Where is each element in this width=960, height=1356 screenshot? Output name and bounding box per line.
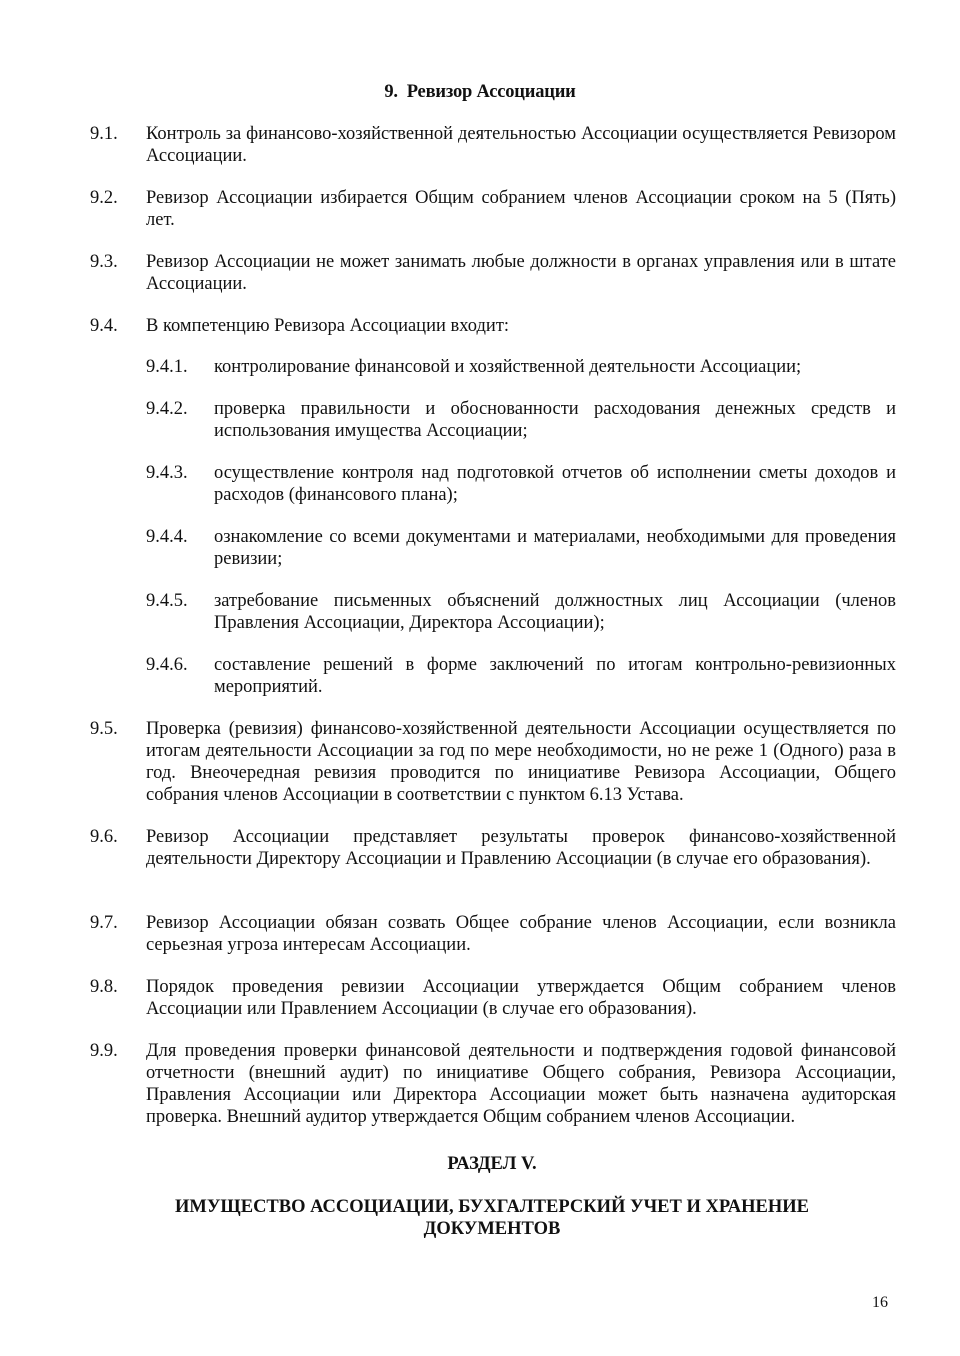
subclause-9-4-5 <box>146 590 896 634</box>
clause-number: 9.4. <box>90 316 118 336</box>
subclause-text: контролирование финансовой и хозяйственной деятельности Ассоциации; <box>214 357 802 377</box>
clause-9-6 <box>90 826 896 870</box>
clause-number: 9.5. <box>90 719 118 739</box>
subclause-9-4-1 <box>146 356 896 378</box>
clause-text: Ревизор Ассоциации представляет результаты проверок финансово-хозяйственной деятельности Директору Ассоциации и Правлению Ассоциации (в случае его образования). <box>146 827 896 869</box>
clause-number: 9.9. <box>90 1041 118 1061</box>
clause-9-5 <box>90 718 896 806</box>
clause-9-3 <box>90 251 896 295</box>
subclause-number: 9.4.6. <box>146 655 188 675</box>
clause-9-9 <box>90 1040 896 1128</box>
section-label: РАЗДЕЛ V. <box>447 1154 537 1174</box>
subclause-text: ознакомление со всеми документами и материалами, необходимыми для проведения ревизии; <box>214 527 896 569</box>
clause-text: Ревизор Ассоциации не может занимать любые должности в органах управления или в штате Ассоциации. <box>146 252 896 294</box>
clause-number: 9.6. <box>90 827 118 847</box>
subclause-text: составление решений в форме заключений по итогам контрольно-ревизионных мероприятий. <box>214 655 896 697</box>
subclause-9-4-4 <box>146 526 896 570</box>
clause-9-4 <box>90 315 896 337</box>
clause-9-8 <box>90 976 896 1020</box>
subclause-9-4-2 <box>146 398 896 442</box>
clause-number: 9.7. <box>90 913 118 933</box>
subclause-number: 9.4.5. <box>146 591 188 611</box>
subclause-number: 9.4.2. <box>146 399 188 419</box>
page-number: 16 <box>872 1294 888 1311</box>
chapter-heading <box>0 81 960 103</box>
section-title-line-2: ДОКУМЕНТОВ <box>423 1219 561 1239</box>
clause-text: Проверка (ревизия) финансово-хозяйственной деятельности Ассоциации осуществляется по итогам деятельности Ассоциации за год по мере необходимости, но не реже 1 (Одного) раза в год. Внеочередная ревизия проводится по инициативе Ревизора Ассоциации, Общего собрания членов Ассоциации в соответствии с пунктом 6.13 Устава. <box>146 719 896 805</box>
subclause-9-4-6 <box>146 654 896 698</box>
clause-text: Для проведения проверки финансовой деятельности и подтверждения годовой финансовой отчетности (внешний аудит) по инициативе Общего собрания, Ревизора Ассоциации, Правления Ассоциации или Директора Ассоциации может быть назначена аудиторская проверка. Внешний аудитор утверждается Общим собранием членов Ассоциации. <box>146 1041 896 1127</box>
clause-text: Контроль за финансово-хозяйственной деятельностью Ассоциации осуществляется Ревизором Ассоциации. <box>146 124 896 166</box>
clause-9-2 <box>90 187 896 231</box>
subclause-text: проверка правильности и обоснованности расходования денежных средств и использования имущества Ассоциации; <box>214 399 896 441</box>
clause-9-7 <box>90 912 896 956</box>
subclause-text: затребование письменных объяснений должностных лиц Ассоциации (членов Правления Ассоциации, Директора Ассоциации); <box>214 591 896 633</box>
clause-text: Ревизор Ассоциации избирается Общим собранием членов Ассоциации сроком на 5 (Пять) лет. <box>146 188 896 230</box>
clause-number: 9.1. <box>90 124 118 144</box>
clause-text: В компетенцию Ревизора Ассоциации входит: <box>146 316 510 336</box>
subclause-number: 9.4.4. <box>146 527 188 547</box>
clause-text: Порядок проведения ревизии Ассоциации утверждается Общим собранием членов Ассоциации или Правлением Ассоциации (в случае его образования). <box>146 977 896 1019</box>
section-title-line-1: ИМУЩЕСТВО АССОЦИАЦИИ, БУХГАЛТЕРСКИЙ УЧЕТ И ХРАНЕНИЕ <box>174 1197 810 1217</box>
clause-9-1 <box>90 123 896 167</box>
clause-number: 9.2. <box>90 188 118 208</box>
subclause-text: осуществление контроля над подготовкой отчетов об исполнении сметы доходов и расходов (финансового плана); <box>214 463 896 505</box>
subclause-number: 9.4.3. <box>146 463 188 483</box>
chapter-title: Ревизор Ассоциации <box>406 82 576 102</box>
clause-number: 9.8. <box>90 977 118 997</box>
clause-text: Ревизор Ассоциации обязан созвать Общее собрание членов Ассоциации, если возникла серьезная угроза интересам Ассоциации. <box>146 913 896 955</box>
chapter-number: 9. <box>384 82 398 102</box>
subclause-number: 9.4.1. <box>146 357 188 377</box>
subclause-9-4-3 <box>146 462 896 506</box>
clause-number: 9.3. <box>90 252 118 272</box>
